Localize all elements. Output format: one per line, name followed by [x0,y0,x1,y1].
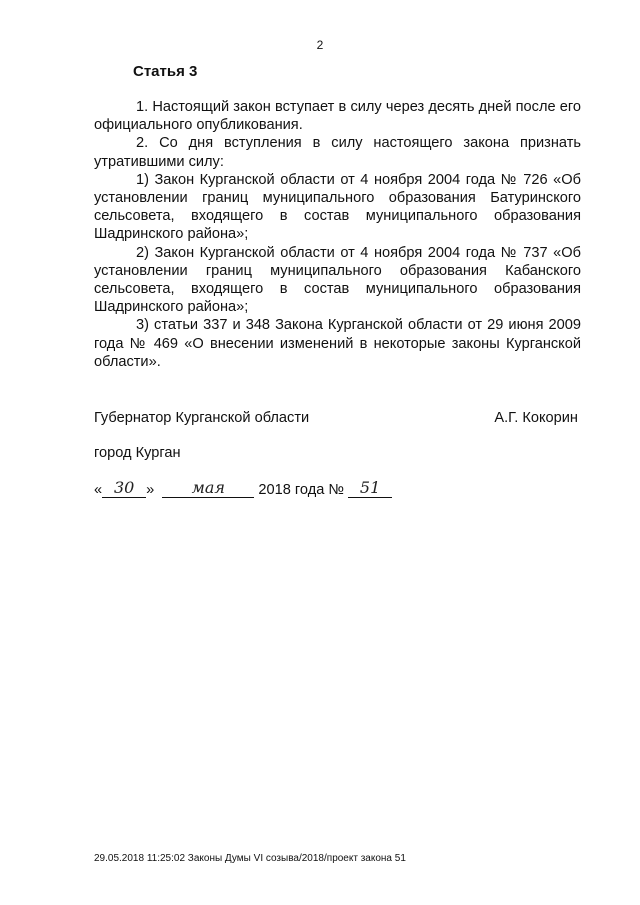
year-text: 2018 года № [258,482,345,498]
date-line [94,480,392,498]
article-heading: Статья 3 [133,63,198,80]
article-body [94,98,581,371]
footer-stamp: 29.05.2018 11:25:02 Законы Думы VI созыва/2018/проект закона 51 [94,853,406,864]
day-blank [102,480,146,498]
list-item-1: 1) Закон Курганской области от 4 ноября 2004 года № 726 «Об установлении границ муниципального образования Батуринского сельсовета, входящего в состав муниципального образования Шадринского района»; [94,171,581,243]
signatory-title: Губернатор Курганской области [94,410,310,426]
list-item-3: 3) статьи 337 и 348 Закона Курганской области от 29 июня 2009 года № 469 «О внесении изменений в некоторые законы Курганской области». [94,317,581,370]
list-item-2: 2) Закон Курганской области от 4 ноября 2004 года № 737 «Об установлении границ муниципального образования Кабанского сельсовета, входящего в состав муниципального образования Шадринского района»; [94,244,581,316]
handwritten-month: мая [191,478,226,497]
paragraph-2: 2. Со дня вступления в силу настоящего закона признать утратившими силу: [94,135,581,170]
city-name: город Курган [94,445,181,461]
handwritten-number: 51 [359,478,381,497]
paragraph-1: 1. Настоящий закон вступает в силу через десять дней после его официального опубликования. [94,99,581,134]
page-number: 2 [316,38,324,52]
number-blank [348,480,392,498]
handwritten-day: 30 [113,478,135,497]
open-quote: « [94,482,103,498]
signatory-name: А.Г. Кокорин [494,410,578,426]
month-blank [162,480,254,498]
close-quote: » [146,482,155,498]
